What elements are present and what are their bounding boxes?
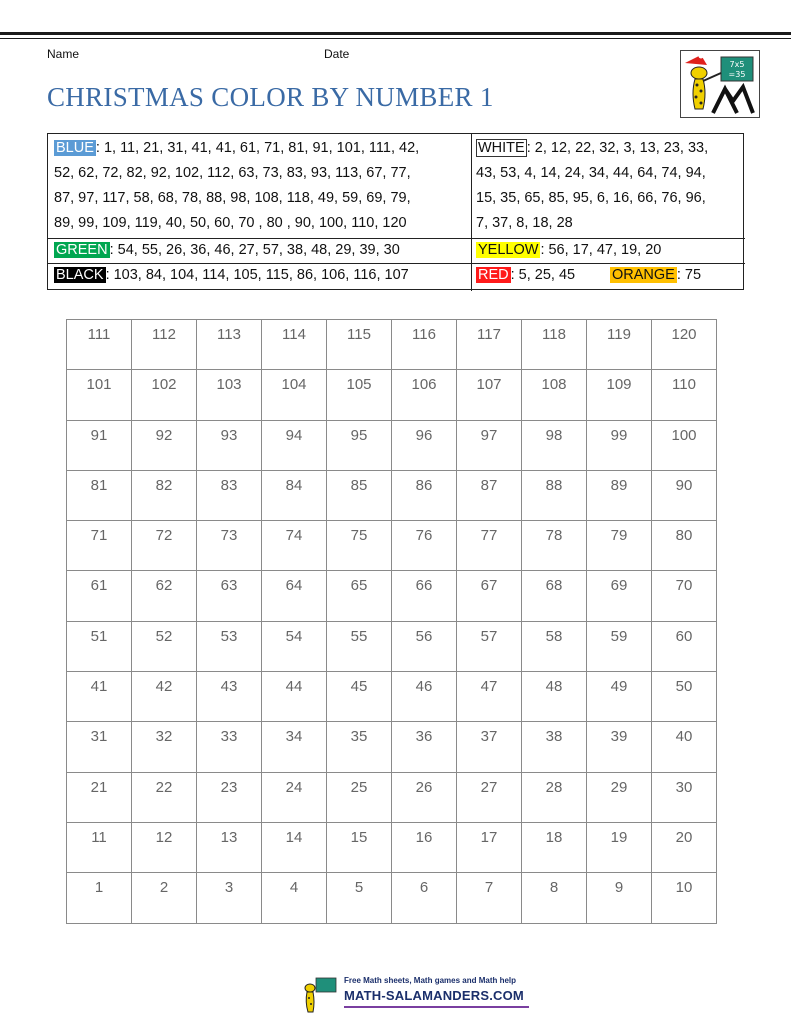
grid-cell[interactable]: 50 [652,672,717,722]
grid-cell[interactable]: 39 [587,722,652,772]
grid-cell[interactable]: 79 [587,521,652,571]
grid-cell[interactable]: 73 [197,521,262,571]
grid-cell[interactable]: 80 [652,521,717,571]
yellow-swatch: YELLOW [478,242,539,258]
footer-underline [344,1006,529,1008]
grid-cell[interactable]: 35 [327,722,392,772]
grid-cell[interactable]: 18 [522,822,587,872]
grid-cell[interactable]: 63 [197,571,262,621]
number-grid [66,319,717,924]
grid-cell[interactable]: 13 [197,822,262,872]
grid-cell[interactable]: 54 [262,621,327,671]
grid-cell[interactable]: 70 [652,571,717,621]
grid-cell[interactable]: 105 [327,370,392,420]
grid-cell[interactable]: 101 [67,370,132,420]
grid-row [67,420,717,470]
grid-row [67,722,717,772]
key-red [476,263,606,288]
grid-cell[interactable]: 37 [457,722,522,772]
grid-cell[interactable]: 9 [587,873,652,923]
grid-cell[interactable]: 14 [262,822,327,872]
grid-cell[interactable]: 58 [522,621,587,671]
grid-cell[interactable]: 89 [587,470,652,520]
key-divider-vertical [471,134,472,291]
green-swatch: GREEN [56,242,108,258]
grid-cell[interactable]: 29 [587,772,652,822]
grid-cell[interactable]: 76 [392,521,457,571]
grid-cell[interactable]: 33 [197,722,262,772]
grid-cell[interactable]: 100 [652,420,717,470]
grid-cell[interactable]: 60 [652,621,717,671]
grid-cell[interactable]: 118 [522,320,587,370]
grid-cell[interactable]: 44 [262,672,327,722]
grid-row [67,571,717,621]
grid-cell[interactable]: 99 [587,420,652,470]
grid-row [67,772,717,822]
blue-numbers: : 1, 11, 21, 31, 41, 41, 61, 71, 81, 91, 101, 111, 42, [95,140,420,156]
footer-site[interactable]: MATH-SALAMANDERS.COM [344,988,524,1003]
grid-row [67,822,717,872]
grid-cell[interactable]: 65 [327,571,392,621]
grid-cell[interactable]: 23 [197,772,262,822]
key-black [54,263,468,288]
date-label: Date [324,47,350,61]
grid-cell[interactable]: 111 [67,320,132,370]
black-numbers: : 103, 84, 104, 114, 105, 115, 86, 106, 116, 107 [105,267,409,283]
black-swatch: BLACK [56,267,104,283]
grid-cell[interactable]: 46 [392,672,457,722]
grid-cell[interactable]: 62 [132,571,197,621]
green-numbers: : 54, 55, 26, 36, 46, 27, 57, 38, 48, 29, 39, 30 [109,242,400,258]
grid-cell[interactable]: 47 [457,672,522,722]
grid-cell[interactable]: 87 [457,470,522,520]
key-orange [610,263,740,288]
grid-cell[interactable]: 93 [197,420,262,470]
grid-cell[interactable]: 86 [392,470,457,520]
orange-swatch: ORANGE [612,267,675,283]
grid-cell[interactable]: 113 [197,320,262,370]
grid-cell[interactable]: 45 [327,672,392,722]
grid-cell[interactable]: 108 [522,370,587,420]
grid-cell[interactable]: 117 [457,320,522,370]
key-blue [54,136,468,236]
grid-cell[interactable]: 55 [327,621,392,671]
board-text-1: 7x5 [729,60,745,69]
grid-row [67,370,717,420]
grid-cell[interactable]: 81 [67,470,132,520]
white-numbers-3: 15, 35, 65, 85, 95, 6, 16, 66, 76, 96, [476,190,706,206]
white-numbers-4: 7, 37, 8, 18, 28 [476,215,573,231]
grid-cell[interactable]: 15 [327,822,392,872]
grid-cell[interactable]: 116 [392,320,457,370]
grid-cell[interactable]: 40 [652,722,717,772]
grid-cell[interactable]: 59 [587,621,652,671]
blue-numbers-3: 87, 97, 117, 58, 68, 78, 88, 98, 108, 118, 49, 59, 69, 79, [54,190,411,206]
grid-row [67,672,717,722]
blue-swatch: BLUE [56,140,94,156]
top-rule-thin [0,38,791,39]
grid-cell[interactable]: 3 [197,873,262,923]
grid-row [67,873,717,923]
grid-cell[interactable]: 38 [522,722,587,772]
grid-cell[interactable]: 51 [67,621,132,671]
grid-cell[interactable]: 68 [522,571,587,621]
grid-cell[interactable]: 26 [392,772,457,822]
top-rule [0,32,791,35]
grid-cell[interactable]: 22 [132,772,197,822]
grid-cell[interactable]: 11 [67,822,132,872]
grid-cell[interactable]: 83 [197,470,262,520]
grid-row [67,621,717,671]
salamander-teacher-icon [680,50,760,118]
grid-cell[interactable]: 1 [67,873,132,923]
grid-cell[interactable]: 21 [67,772,132,822]
grid-cell[interactable]: 107 [457,370,522,420]
grid-cell[interactable]: 75 [327,521,392,571]
yellow-numbers: : 56, 17, 47, 19, 20 [540,242,662,258]
grid-cell[interactable]: 24 [262,772,327,822]
footer-salamander-icon [300,976,340,1016]
color-key [47,133,744,290]
grid-cell[interactable]: 67 [457,571,522,621]
grid-cell[interactable]: 109 [587,370,652,420]
grid-cell[interactable]: 49 [587,672,652,722]
red-swatch: RED [478,267,509,283]
grid-cell[interactable]: 31 [67,722,132,772]
grid-cell[interactable]: 85 [327,470,392,520]
grid-cell[interactable]: 34 [262,722,327,772]
grid-cell[interactable]: 102 [132,370,197,420]
grid-cell[interactable]: 115 [327,320,392,370]
grid-cell[interactable]: 2 [132,873,197,923]
key-white [476,136,742,236]
grid-cell[interactable]: 52 [132,621,197,671]
board-text-2: =35 [728,70,746,79]
grid-cell[interactable]: 77 [457,521,522,571]
page-title: CHRISTMAS COLOR BY NUMBER 1 [47,82,494,112]
white-numbers: : 2, 12, 22, 32, 3, 13, 23, 33, [526,140,709,156]
grid-cell[interactable]: 19 [587,822,652,872]
grid-cell[interactable]: 12 [132,822,197,872]
white-swatch: WHITE [478,140,525,156]
footer-tagline: Free Math sheets, Math games and Math help [344,976,517,985]
grid-cell[interactable]: 103 [197,370,262,420]
grid-cell[interactable]: 36 [392,722,457,772]
grid-cell[interactable]: 16 [392,822,457,872]
grid-cell[interactable]: 120 [652,320,717,370]
grid-cell[interactable]: 27 [457,772,522,822]
grid-cell[interactable]: 4 [262,873,327,923]
grid-row [67,521,717,571]
grid-cell[interactable]: 71 [67,521,132,571]
grid-cell[interactable]: 74 [262,521,327,571]
key-green [54,238,468,263]
orange-numbers: : 75 [676,267,702,283]
footer [300,976,530,1016]
grid-cell[interactable]: 57 [457,621,522,671]
grid-cell[interactable]: 43 [197,672,262,722]
grid-cell[interactable]: 119 [587,320,652,370]
grid-cell[interactable]: 10 [652,873,717,923]
name-label: Name [47,47,80,61]
grid-row [67,320,717,370]
grid-cell[interactable]: 6 [392,873,457,923]
grid-cell[interactable]: 114 [262,320,327,370]
grid-cell[interactable]: 30 [652,772,717,822]
red-numbers: : 5, 25, 45 [510,267,576,283]
grid-cell[interactable]: 98 [522,420,587,470]
grid-cell[interactable]: 56 [392,621,457,671]
grid-cell[interactable]: 97 [457,420,522,470]
grid-cell[interactable]: 5 [327,873,392,923]
grid-cell[interactable]: 92 [132,420,197,470]
grid-cell[interactable]: 104 [262,370,327,420]
grid-cell[interactable]: 53 [197,621,262,671]
white-numbers-2: 43, 53, 4, 14, 24, 34, 44, 64, 74, 94, [476,165,706,181]
grid-cell[interactable]: 82 [132,470,197,520]
grid-row [67,470,717,520]
grid-cell[interactable]: 41 [67,672,132,722]
grid-cell[interactable]: 7 [457,873,522,923]
grid-cell[interactable]: 69 [587,571,652,621]
key-yellow [476,238,742,263]
grid-cell[interactable]: 94 [262,420,327,470]
grid-cell[interactable]: 91 [67,420,132,470]
grid-cell[interactable]: 90 [652,470,717,520]
grid-cell[interactable]: 110 [652,370,717,420]
grid-cell[interactable]: 96 [392,420,457,470]
grid-cell[interactable]: 112 [132,320,197,370]
blue-numbers-4: 89, 99, 109, 119, 40, 50, 60, 70 , 80 , 90, 100, 110, 120 [54,215,407,231]
grid-cell[interactable]: 72 [132,521,197,571]
grid-cell[interactable]: 64 [262,571,327,621]
grid-cell[interactable]: 61 [67,571,132,621]
grid-cell[interactable]: 48 [522,672,587,722]
grid-cell[interactable]: 8 [522,873,587,923]
grid-cell[interactable]: 20 [652,822,717,872]
grid-cell[interactable]: 32 [132,722,197,772]
grid-cell[interactable]: 28 [522,772,587,822]
grid-cell[interactable]: 95 [327,420,392,470]
blue-numbers-2: 52, 62, 72, 82, 92, 102, 112, 63, 73, 83, 93, 113, 67, 77, [54,165,411,181]
grid-cell[interactable]: 42 [132,672,197,722]
grid-cell[interactable]: 78 [522,521,587,571]
grid-cell[interactable]: 25 [327,772,392,822]
grid-cell[interactable]: 17 [457,822,522,872]
grid-cell[interactable]: 84 [262,470,327,520]
grid-cell[interactable]: 88 [522,470,587,520]
grid-cell[interactable]: 66 [392,571,457,621]
grid-cell[interactable]: 106 [392,370,457,420]
